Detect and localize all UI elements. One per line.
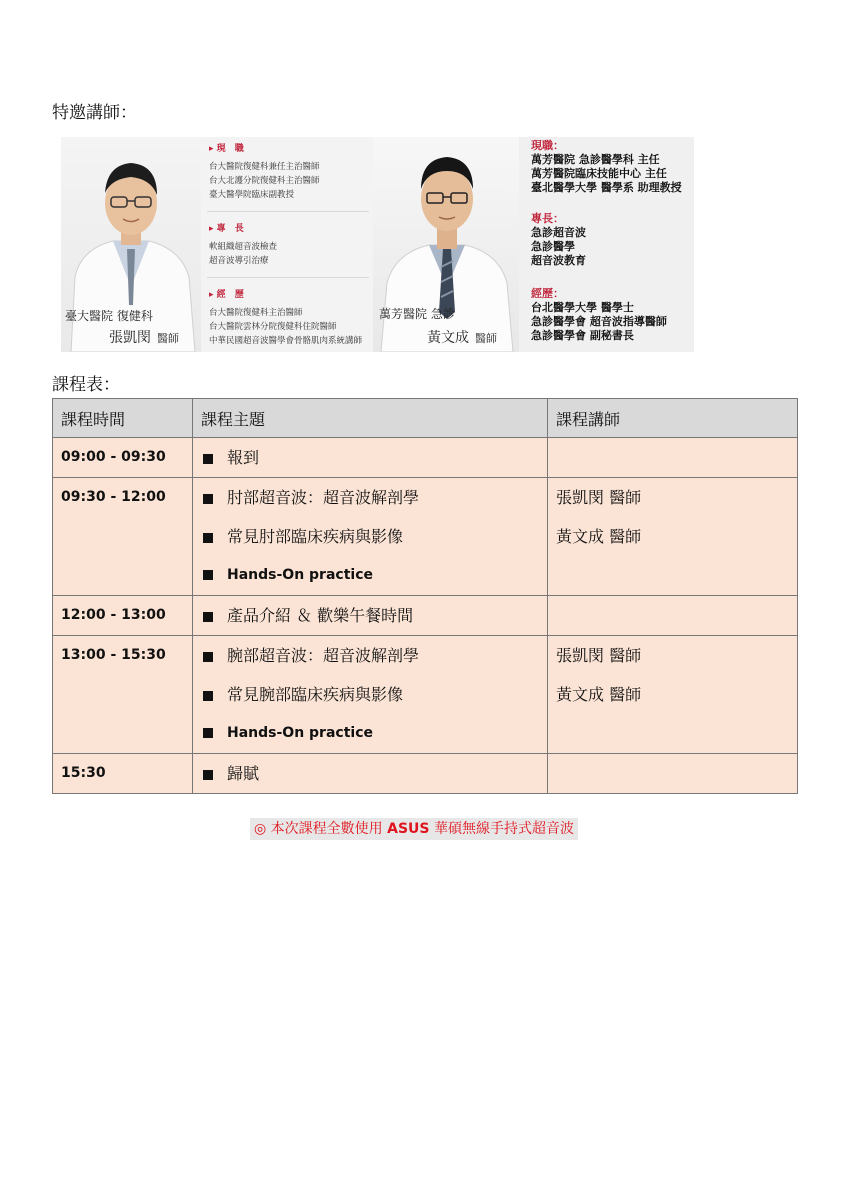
lecturer-name: 張凱閔 醫師 [556, 646, 642, 665]
speaker-2-title: 醫師 [475, 332, 497, 345]
info-line: 萬芳醫院 急診醫學科 主任 [531, 153, 660, 166]
lecturer-name: 黃文成 醫師 [556, 527, 642, 546]
topic-item [201, 675, 539, 714]
speaker-2-name-signature [427, 327, 497, 347]
speaker-1-title: 醫師 [157, 332, 179, 345]
row-time: 09:00 - 09:30 [61, 449, 166, 465]
topic-item [201, 714, 539, 753]
info-line: 台大北護分院復健科主治醫師 [209, 176, 320, 186]
info-line: 台北醫學大學 醫學士 [531, 301, 634, 314]
speaker-2-section-current [531, 139, 693, 195]
topic-item [201, 636, 539, 675]
table-header-row [53, 399, 798, 438]
info-line: 台大醫院復健科主治醫師 [209, 308, 303, 318]
table-row [53, 754, 798, 794]
row-time: 13:00 - 15:30 [61, 647, 166, 663]
speaker-1-hospital-signature: 臺大醫院 復健科 [65, 309, 153, 323]
topic-item [201, 556, 539, 595]
info-line: 超音波導引治療 [209, 256, 269, 266]
lecturer-cell [548, 596, 798, 636]
topic-text: 常見肘部臨床疾病與影像 [227, 527, 404, 546]
speaker-2-hospital-signature: 萬芳醫院 急診 [379, 307, 455, 321]
square-bullet-icon [203, 691, 213, 701]
lecturer-name: 黃文成 醫師 [556, 685, 642, 704]
equipment-note [250, 818, 578, 840]
info-line: 臺大醫學院臨床副教授 [209, 190, 295, 200]
speaker-1-section-specialty [209, 221, 369, 268]
topic-text: 產品介紹 ＆ 歡樂午餐時間 [227, 606, 414, 625]
section-heading: 經歷： [531, 287, 564, 300]
square-bullet-icon [203, 612, 213, 622]
topic-text: 報到 [227, 448, 260, 467]
info-line: 臺北醫學大學 醫學系 助理教授 [531, 181, 682, 194]
topic-item [201, 438, 539, 477]
note-prefix: 本次課程全數使用 [270, 821, 383, 837]
header-time: 課程時間 [53, 399, 193, 438]
topic-text: Hands-On practice [227, 725, 373, 741]
speaker-1-section-experience [209, 287, 369, 348]
divider [207, 211, 369, 212]
lecturer-name: 張凱閔 醫師 [556, 488, 642, 507]
header-topic: 課程主題 [193, 399, 548, 438]
table-row [53, 636, 798, 754]
speaker-1-section-current [209, 141, 369, 202]
speaker-card-1 [61, 137, 373, 352]
schedule-table [52, 398, 798, 794]
speaker-1-info [203, 137, 371, 352]
section-heading: ▸ 專 長 [209, 221, 369, 234]
info-line: 軟組織超音波檢查 [209, 242, 278, 252]
note-brand: ASUS [387, 821, 430, 837]
topic-text: 肘部超音波：超音波解剖學 [227, 488, 420, 507]
table-row [53, 478, 798, 596]
square-bullet-icon [203, 770, 213, 780]
section-heading: 現職： [531, 139, 564, 152]
info-line: 急診醫學會 超音波指導醫師 [531, 315, 667, 328]
topic-item [201, 517, 539, 556]
topic-text: 常見腕部臨床疾病與影像 [227, 685, 404, 704]
info-line: 中華民國超音波醫學會骨骼肌肉系統講師 [209, 336, 363, 346]
section-heading: ▸ 經 歷 [209, 287, 369, 300]
speaker-photo-2 [373, 137, 519, 352]
speakers-title: 特邀講師： [52, 103, 137, 123]
info-line: 超音波教育 [531, 254, 586, 267]
section-heading: 專長： [531, 212, 564, 225]
speaker-photo-1 [61, 137, 201, 352]
topic-text: 歸賦 [227, 764, 260, 783]
table-row [53, 438, 798, 478]
row-time: 12:00 - 13:00 [61, 607, 166, 623]
speaker-2-name: 黃文成 [427, 330, 469, 346]
speaker-2-section-specialty [531, 212, 693, 268]
section-heading: ▸ 現 職 [209, 141, 369, 154]
speaker-2-info [529, 137, 694, 352]
info-line: 台大醫院雲林分院復健科住院醫師 [209, 322, 337, 332]
speaker-1-name: 張凱閔 [109, 330, 151, 346]
topic-item [201, 478, 539, 517]
schedule-title: 課程表： [52, 375, 120, 395]
row-time: 09:30 - 12:00 [61, 489, 166, 505]
note-suffix: 華碩無線手持式超音波 [433, 821, 574, 837]
speaker-2-section-experience [531, 287, 693, 343]
topic-item [201, 596, 539, 635]
table-row [53, 596, 798, 636]
double-circle-icon: ◎ [254, 821, 267, 837]
topic-text: 腕部超音波：超音波解剖學 [227, 646, 420, 665]
speaker-banner [61, 137, 694, 352]
square-bullet-icon [203, 454, 213, 464]
row-time: 15:30 [61, 765, 106, 781]
lecturer-cell [548, 438, 798, 478]
square-bullet-icon [203, 652, 213, 662]
speaker-1-name-signature [109, 327, 179, 347]
lecturer-cell [548, 754, 798, 794]
square-bullet-icon [203, 728, 213, 738]
info-line: 急診醫學 [531, 240, 575, 253]
speaker-card-2 [373, 137, 694, 352]
square-bullet-icon [203, 494, 213, 504]
square-bullet-icon [203, 533, 213, 543]
info-line: 台大醫院復健科兼任主治醫師 [209, 162, 320, 172]
square-bullet-icon [203, 570, 213, 580]
topic-text: Hands-On practice [227, 567, 373, 583]
info-line: 急診超音波 [531, 226, 586, 239]
divider [207, 277, 369, 278]
info-line: 萬芳醫院臨床技能中心 主任 [531, 167, 667, 180]
topic-item [201, 754, 539, 793]
info-line: 急診醫學會 副秘書長 [531, 329, 634, 342]
header-lecturer: 課程講師 [548, 399, 798, 438]
